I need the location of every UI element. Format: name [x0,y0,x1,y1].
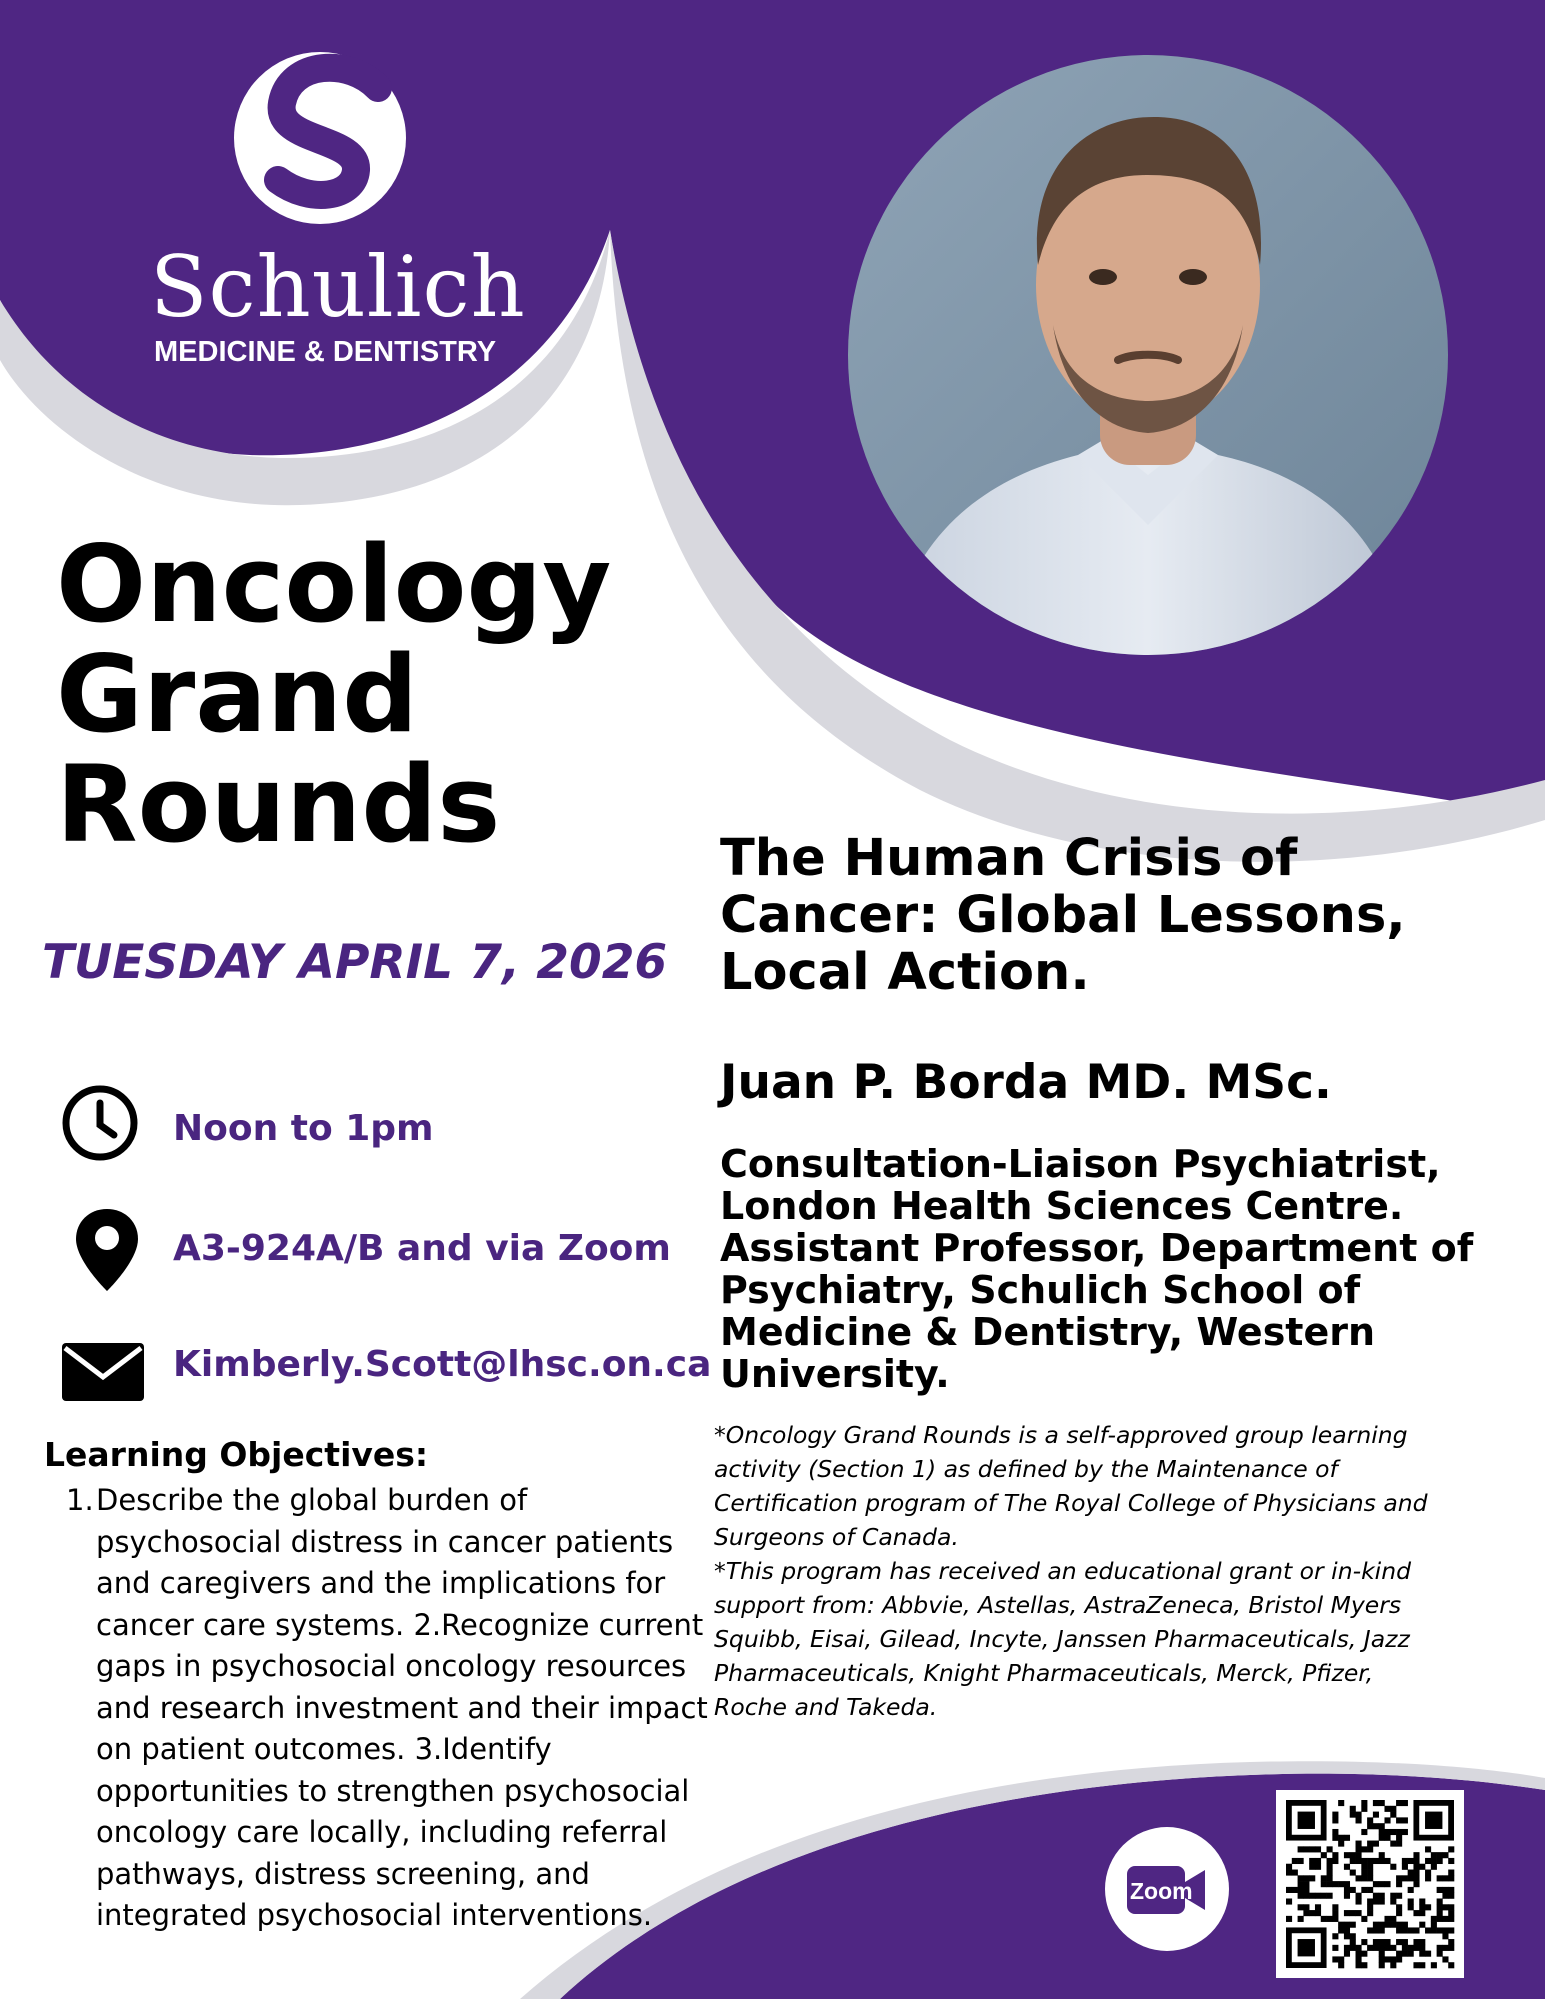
schulich-logo-icon [230,48,410,228]
logo-subtitle: MEDICINE & DENTISTRY [154,336,497,368]
qr-code[interactable] [1276,1790,1464,1978]
accreditation-notes [714,1418,1434,1724]
accreditation-note: *Oncology Grand Rounds is a self-approved group learning activity (Section 1) as defined by the Maintenance of Certification program of The Royal College of Physicians and Surgeons of Canada. [714,1421,1428,1551]
speaker-role-line: Assistant Professor, Department of [720,1226,1474,1270]
talk-title-line: The Human Crisis of [720,829,1298,888]
talk-title [720,830,1520,1001]
event-title-line: Oncology [56,523,612,646]
event-date: TUESDAY APRIL 7, 2026 [42,935,668,990]
sponsor-note: *This program has received an educational grant or in-kind support from: Abbvie, Astellas, AstraZeneca, Bristol Myers Squibb, Eisai, Gilead, Incyte, Janssen Pharmaceuticals, Jazz Pharmaceuticals, Knight Pharmaceuticals, Merck, Pfizer, Roche and Takeda. [714,1557,1412,1721]
speaker-photo [848,55,1448,655]
speaker-role-line: London Health Sciences Centre. [720,1184,1404,1228]
speaker-role-line: Medicine & Dentistry, Western [720,1310,1376,1354]
event-title-line: Rounds [56,743,501,866]
talk-title-line: Local Action. [720,943,1090,1002]
speaker-role-line: University. [720,1352,950,1396]
objective-number: 1. [66,1483,94,1517]
contact-email[interactable]: Kimberly.Scott@lhsc.on.ca [173,1344,712,1385]
clock-icon [60,1083,140,1163]
location-pin-icon [72,1205,142,1295]
event-title [56,523,696,866]
speaker-role-line: Psychiatry, Schulich School of [720,1268,1361,1312]
speaker-name: Juan P. Borda MD. MSc. [720,1055,1332,1110]
logo-name: Schulich [150,238,526,336]
talk-title-line: Cancer: Global Lessons, [720,886,1406,945]
zoom-label: Zoom [1130,1878,1193,1904]
objective-text: Describe the global burden of psychosocial distress in cancer patients and caregivers and the implications for cancer care systems. 2.Recognize current gaps in psychosocial oncology resources and research investment and their impact on patient outcomes. 3.Identify opportunities to strengthen psychosocial oncology care locally, including referral pathways, distress screening, and integrated psychosocial interventions. [96,1483,708,1932]
learning-objectives-heading: Learning Objectives: [44,1435,429,1474]
envelope-icon [62,1343,144,1401]
event-title-line: Grand [56,633,419,756]
speaker-role [720,1143,1530,1395]
event-location: A3-924A/B and via Zoom [173,1228,671,1269]
event-time: Noon to 1pm [173,1108,434,1149]
speaker-role-line: Consultation-Liaison Psychiatrist, [720,1142,1441,1186]
learning-objectives-list [60,1480,710,1937]
